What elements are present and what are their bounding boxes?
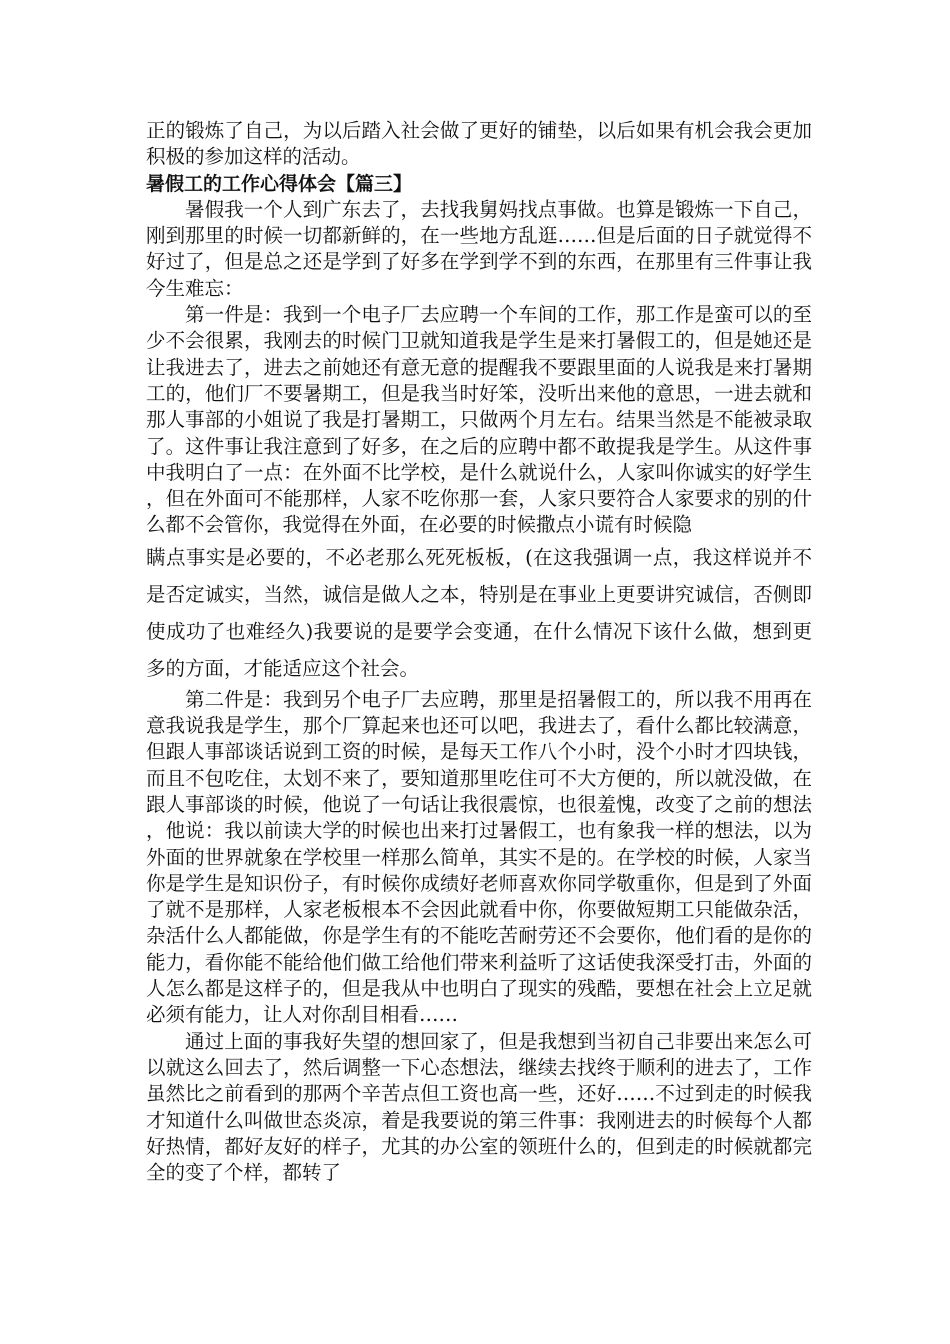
second-event-paragraph: 第二件是：我到另个电子厂去应聘，那里是招暑假工的，所以我不用再在意我说我是学生，那个厂算起来也还可以吧，我进去了，看什么都比较满意，但跟人事部谈话说到工资的时候，是每天工作八个小时，没个小时才四块钱，而且不包吃住，太划不来了，要知道那里吃住可不大方便的，所以就没做，在跟人事部谈的时候，他说了一句话让我很震惊，也很羞愧，改变了之前的想法，他说：我以前读大学的时候也出来打过暑假工，也有象我一样的想法，以为外面的世界就象在学校里一样那么简单，其实不是的。在学校的时候，人家当你是学生是知识份子，有时候你成绩好老师喜欢你同学敬重你，但是到了外面了就不是那样，人家老板根本不会因此就看中你，你要做短期工只能做杂活，杂活什么人都能做，你是学生有的不能吃苦耐劳还不会要你，他们看的是你的能力，看你能不能给他们做工给他们带来利益听了这话使我深受打击，外面的人怎么都是这样子的，但是我从中也明白了现实的残酷，要想在社会上立足就必须有能力，让人对你刮目相看…… — [146, 687, 812, 1027]
continuation-paragraph: 正的锻炼了自己，为以后踏入社会做了更好的铺垫，以后如果有机会我会更加积极的参加这样的活动。 — [146, 119, 812, 169]
first-event-paragraph: 第一件是：我到一个电子厂去应聘一个车间的工作，那工作是蛮可以的至少不会很累，我刚去的时候门卫就知道我是学生是来打暑假工的，但是她还是让我进去了，进去之前她还有意无意的提醒我不要跟里面的人说我是来打暑期工的，他们厂不要暑期工，但是我当时好笨，没听出来他的意思，一进去就和那人事部的小姐说了我是打暑期工，只做两个月左右。结果当然是不能被录取了。这件事让我注意到了好多，在之后的应聘中都不敢提我是学生。从这件事中我明白了一点：在外面不比学校，是什么就说什么，人家叫你诚实的好学生，但在外面可不能那样，人家不吃你那一套，人家只要符合人家要求的别的什么都不会管你，我觉得在外面，在必要的时候撒点小谎有时候隐 — [146, 303, 812, 537]
intro-paragraph: 暑假我一个人到广东去了，去找我舅妈找点事做。也算是锻炼一下自己，刚到那里的时候一切都新鲜的，在一些地方乱逛……但是后面的日子就觉得不好过了，但是总之还是学到了好多在学到学不到的东西，在那里有三件事让我今生难忘： — [146, 197, 812, 300]
third-event-paragraph: 通过上面的事我好失望的想回家了，但是我想到当初自己非要出来怎么可以就这么回去了，然后调整一下心态想法，继续去找终于顺利的进去了，工作虽然比之前看到的那两个辛苦点但工资也高一些，还好……不过到走的时候我才知道什么叫做世态炎凉，着是我要说的第三件事：我刚进去的时候每个人都好热情，都好友好的样子，尤其的办公室的领班什么的，但到走的时候就都完全的变了个样，都转了 — [146, 1029, 812, 1185]
document-page — [146, 118, 812, 1186]
section-heading: 暑假工的工作心得体会【篇三】 — [146, 172, 413, 195]
first-event-paragraph-continued: 瞒点事实是必要的，不必老那么死死板板，(在这我强调一点，我这样说并不是否定诚实，当然，诚信是做人之本，特别是在事业上更要讲究诚信，否侧即使成功了也难经久)我要说的是要学会变通，在什么情况下该什么做，想到更多的方面，才能适应这个社会。 — [146, 545, 812, 680]
